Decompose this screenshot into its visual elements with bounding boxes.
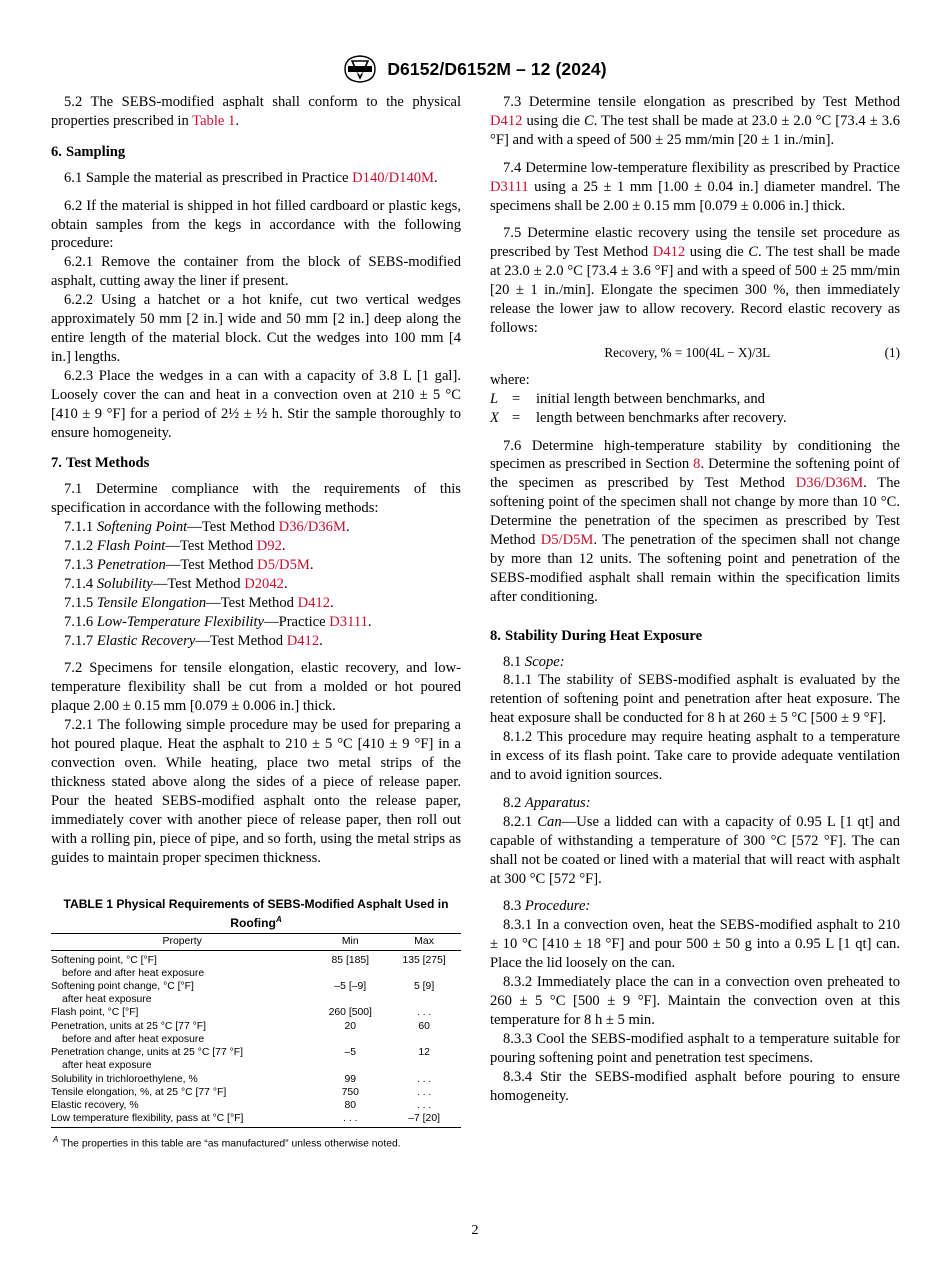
column-header-min: Min xyxy=(313,934,387,950)
table-row: Flash point, °C [°F] 260 [500] . . . xyxy=(51,1007,432,1019)
link-d5[interactable]: D5/D5M xyxy=(257,556,310,573)
table-row: Softening point, °C [°F] before and after heat exposure 85 [185] 135 [275] xyxy=(51,954,446,979)
para-8-3-1: 8.3.1 In a convection oven, heat the SEBS-modified asphalt to 210 ± 10 °C [410 ± 18 °F] and pour 500 ± 50 g into a 0.95 L [1 qt] can. Place the lid loosely on the can. xyxy=(490,917,900,972)
para-7-5: 7.5 Determine elastic recovery using the tensile set procedure as prescribed by Test Method D412 using die C. The test shall be made at 23.0 ± 2.0 °C [73.4 ± 3.6 °F] and with a speed of 500 ± 25 mm/min [20 ± 1 in./min]. Elongate the specimen 300 %, then immediately release the lower jaw to allow recovery. Record elastic recovery as follows: xyxy=(490,225,900,336)
link-d412[interactable]: D412 xyxy=(652,244,686,261)
para-8-1-2: 8.1.2 This procedure may require heating asphalt to a temperature in excess of its flash point. Take care to provide adequate ventilation and to avoid ignition sources. xyxy=(490,729,900,783)
para-7-6: 7.6 Determine high-temperature stability by conditioning the specimen as prescribed in Section 8. Determine the softening point of the specimen as prescribed by Test Method D36/D36M. The softening point of the specimen shall not change by more than 10 °C. Determine the penetration of the specimen as prescribed by Test Method D5/D5M. The penetration of the specimen shall not change by more than 12 units. The softening point and penetration of the SEBS-modified asphalt shall remain within the specification limits after conditioning. xyxy=(490,437,900,605)
para-8-1: 8.1 Scope: xyxy=(503,653,565,670)
para-6-1: 6.1 Sample the material as prescribed in Practice D140/D140M. xyxy=(64,169,438,186)
where-label: where: xyxy=(490,371,530,388)
link-d412[interactable]: D412 xyxy=(490,112,523,129)
variable-definition: L = initial length between benchmarks, and xyxy=(490,390,765,407)
para-8-3-3: 8.3.3 Cool the SEBS-modified asphalt to a temperature suitable for pouring softening point and penetration test specimens. xyxy=(490,1030,900,1066)
link-d5[interactable]: D5/D5M xyxy=(540,532,594,549)
link-d140[interactable]: D140/D140M xyxy=(352,169,435,186)
table-row: Penetration change, units at 25 °C [77 °F] after heat exposure –5 12 xyxy=(51,1047,430,1072)
section-6-heading: 6. Sampling xyxy=(51,143,126,160)
method-item: 7.1.5 Tensile Elongation—Test Method D412. xyxy=(64,594,334,611)
para-8-2-1: 8.2.1 Can—Use a lidded can with a capacity of 0.95 L [1 qt] and capable of withstanding a temperature of 300 °C [572 °F]. The can shall not be coated or lined with a material that will react with asphalt at 300 °C [572 °F]. xyxy=(490,813,900,887)
variable-definition: X = length between benchmarks after recovery. xyxy=(490,409,787,426)
column-header-max: Max xyxy=(387,934,461,950)
para-7-2-1: 7.2.1 The following simple procedure may be used for preparing a hot poured plaque. Heat the asphalt to 210 ± 5 °C [410 ± 9 °F] in a convection oven. While heating, place two metal strips of the thickness stated above along the sides of a piece of release paper. Pour the heated SEBS-modified asphalt onto the release paper, immediately cover with another piece of release paper, then roll out with a rolling pin, piece of pipe, and so forth, using the metal strips as guides to maintain proper specimen thickness. xyxy=(51,717,461,866)
method-item: 7.1.2 Flash Point—Test Method D92. xyxy=(64,538,286,555)
table-1-caption: TABLE 1 Physical Requirements of SEBS-Modified Asphalt Used in Roofing$^A$ xyxy=(63,897,449,931)
table-row: Solubility in trichloroethylene, % 99 . . . xyxy=(51,1073,432,1085)
link-d3111[interactable]: D3111 xyxy=(329,613,368,630)
table-1 xyxy=(51,933,461,1128)
test-method-list xyxy=(51,518,461,650)
para-6-2-1: 6.2.1 Remove the container from the block of SEBS-modified asphalt, cutting away the liner if present. xyxy=(51,254,461,290)
table-row: Low temperature flexibility, pass at °C [°F] . . . –7 [20] xyxy=(51,1112,461,1128)
para-6-2-3: 6.2.3 Place the wedges in a can with a capacity of 3.8 L [1 gal]. Loosely cover the can and heat in a convection oven at 210 ± 5 °C [410 ± 9 °F] for a period of 2½ ± ½ h. Stir the sample thoroughly to ensure homogeneity. xyxy=(51,367,461,441)
section-8-heading: 8. Stability During Heat Exposure xyxy=(490,627,703,644)
link-d92[interactable]: D92 xyxy=(256,538,282,555)
para-8-3-4: 8.3.4 Stir the SEBS-modified asphalt before pouring to ensure homogeneity. xyxy=(490,1068,900,1104)
para-6-2: 6.2 If the material is shipped in hot filled cardboard or plastic kegs, obtain samples from the kegs in accordance with the following procedure: xyxy=(51,197,461,252)
table-1-footnote: $^A$ The properties in this table are “as manufactured” unless otherwise noted. xyxy=(53,1135,401,1150)
method-item: 7.1.1 Softening Point—Test Method D36/D36M. xyxy=(64,519,350,536)
page-number: 2 xyxy=(471,1223,479,1238)
link-d412[interactable]: D412 xyxy=(286,632,320,649)
link-d3111[interactable]: D3111 xyxy=(490,178,529,195)
table-row: Tensile elongation, %, at 25 °C [77 °F] 750 . . . xyxy=(51,1086,432,1098)
link-section-8[interactable]: 8 xyxy=(693,456,701,473)
para-7-2: 7.2 Specimens for tensile elongation, elastic recovery, and low-temperature flexibility shall be cut from a molded or hot poured plaque 2.00 ± 0.15 mm [0.079 ± 0.006 in.] thick. xyxy=(51,660,461,715)
left-column xyxy=(51,93,461,1151)
para-8-2: 8.2 Apparatus: xyxy=(503,794,591,811)
equation-text: Recovery, % = 100(4L − X)/3L xyxy=(604,344,771,360)
link-table-1[interactable]: Table 1 xyxy=(192,112,236,129)
link-d412[interactable]: D412 xyxy=(297,594,331,611)
method-item: 7.1.3 Penetration—Test Method D5/D5M. xyxy=(64,556,314,573)
document-designation: D6152/D6152M – 12 (2024) xyxy=(387,58,607,79)
equation-1 xyxy=(490,344,900,363)
right-column xyxy=(490,93,900,1105)
method-item: 7.1.7 Elastic Recovery—Test Method D412. xyxy=(64,632,323,649)
column-header-property: Property xyxy=(51,934,313,950)
link-d36[interactable]: D36/D36M xyxy=(278,519,346,536)
page-header xyxy=(0,54,950,84)
table-header-row xyxy=(51,934,461,950)
variable-definitions xyxy=(490,390,900,428)
equation-number: (1) xyxy=(884,344,900,360)
para-8-3-2: 8.3.2 Immediately place the can in a convection oven preheated to 260 ± 5 °C [500 ± 9 °F]. Maintain the convection oven at this temperature for 8 h ± 5 min. xyxy=(490,974,900,1028)
para-8-3: 8.3 Procedure: xyxy=(503,898,591,915)
section-7-heading: 7. Test Methods xyxy=(51,455,150,472)
para-8-1-1: 8.1.1 The stability of SEBS-modified asphalt is evaluated by the retention of softening point and penetration after heat exposure. The heat exposure shall be conducted for 8 h at 260 ± 5 °C [500 ± 9 °F]. xyxy=(490,672,900,727)
para-7-1: 7.1 Determine compliance with the requirements of this specification in accordance with the following methods: xyxy=(51,481,461,517)
astm-logo-icon xyxy=(343,54,377,84)
method-item: 7.1.6 Low-Temperature Flexibility—Practice D3111. xyxy=(64,613,372,630)
link-d2042[interactable]: D2042 xyxy=(244,575,284,592)
table-row: Penetration, units at 25 °C [77 °F] before and after heat exposure 20 60 xyxy=(51,1020,430,1045)
para-7-4: 7.4 Determine low-temperature flexibility as prescribed by Practice D3111 using a 25 ± 1 mm [1.00 ± 0.04 in.] diameter mandrel. The specimens shall be 2.00 ± 0.15 mm [0.079 ± 0.006 in.] thick. xyxy=(490,159,900,214)
link-d36[interactable]: D36/D36M xyxy=(795,475,864,492)
table-row: Softening point change, °C [°F] after heat exposure –5 [–9] 5 [9] xyxy=(51,981,435,1006)
para-5-2: 5.2 The SEBS-modified asphalt shall conform to the physical properties prescribed in Table 1. xyxy=(51,94,461,129)
para-6-2-2: 6.2.2 Using a hatchet or a hot knife, cut two vertical wedges approximately 50 mm [2 in.] wide and 50 mm [2 in.] deep along the entire length of the material block. Cut the wedges into 100 mm [4 in.] lengths. xyxy=(51,292,461,365)
para-7-3: 7.3 Determine tensile elongation as prescribed by Test Method D412 using die C. The test shall be made at 23.0 ± 2.0 °C [73.4 ± 3.6 °F] and with a speed of 500 ± 25 mm/min [20 ± 1 in./min]. xyxy=(490,94,900,148)
method-item: 7.1.4 Solubility—Test Method D2042. xyxy=(64,575,288,592)
table-row: Elastic recovery, % 80 . . . xyxy=(51,1099,432,1111)
